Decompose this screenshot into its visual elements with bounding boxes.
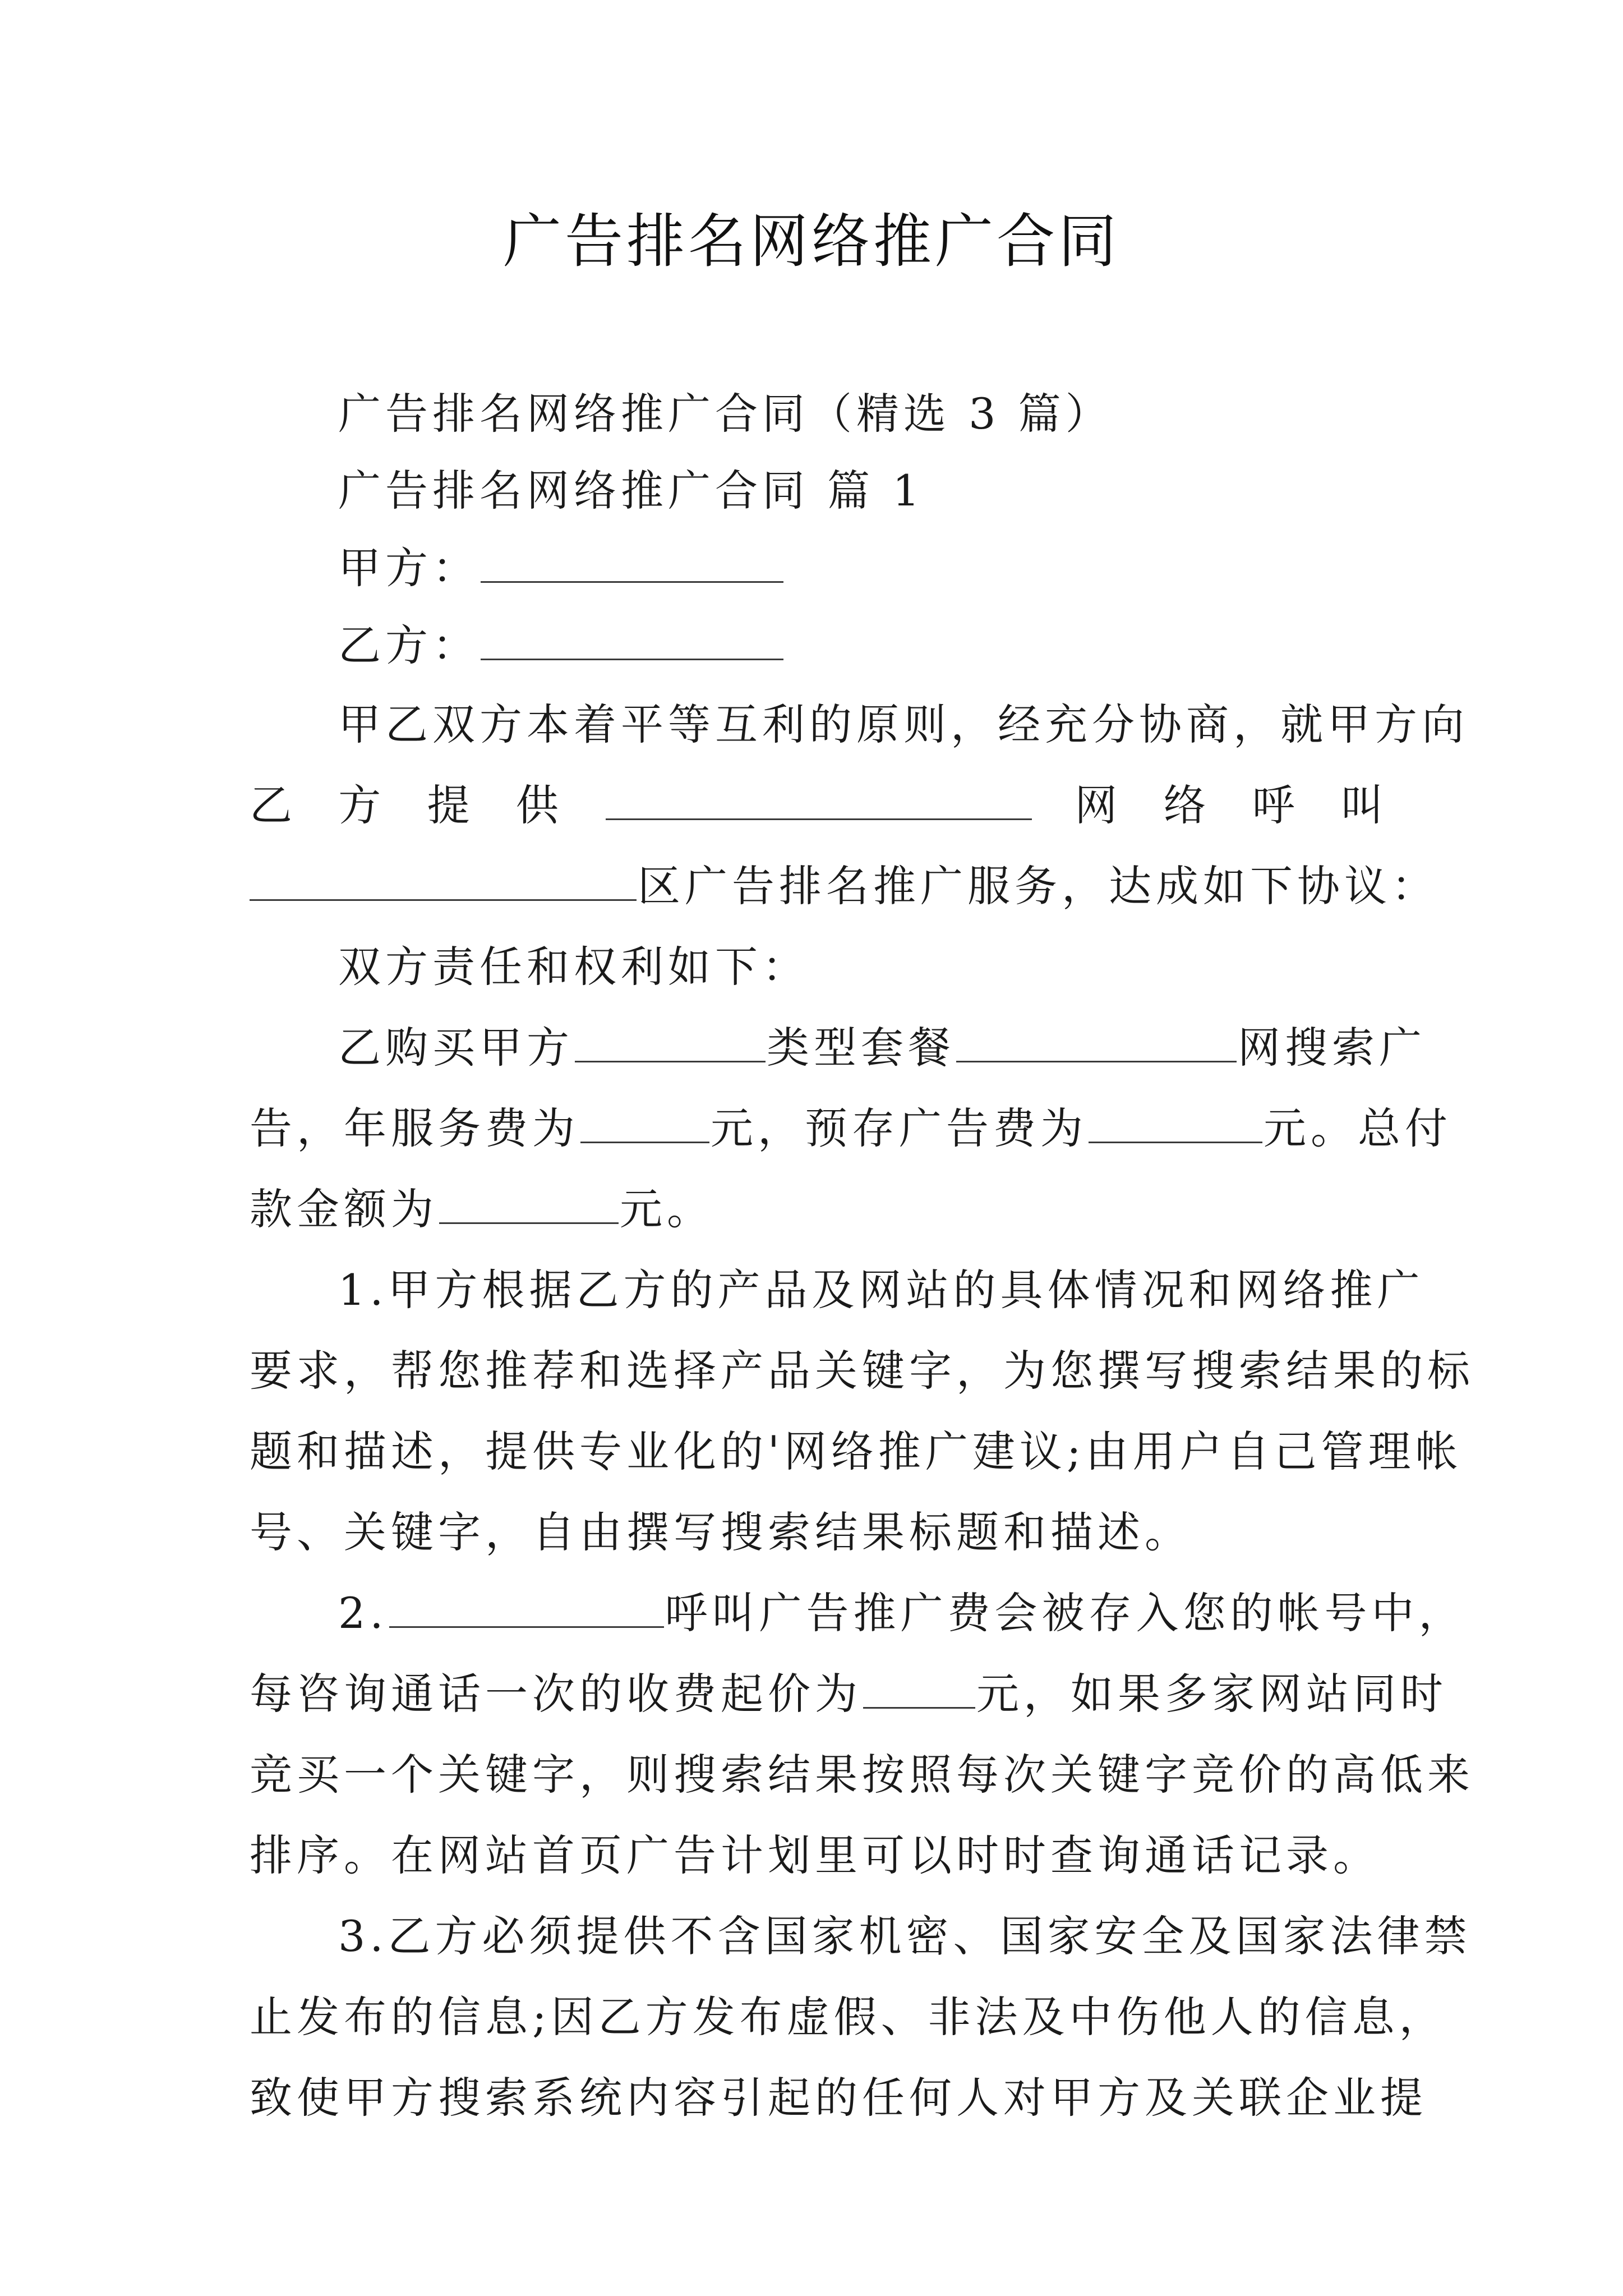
clause-2-line-1 (250, 1573, 1466, 1654)
clause-2-prefix: 2. (338, 1588, 388, 1638)
section-heading: 广告排名网络推广合同 篇 1 (338, 466, 924, 516)
purchase-text: 元。 (620, 1184, 714, 1234)
document-title: 广告排名网络推广合同 (502, 207, 1120, 275)
package-type-blank (575, 1025, 766, 1062)
intro-line-1: 甲乙双方本着平等互利的原则，经充分协商，就甲方向 (338, 700, 1469, 749)
purchase-text: 网搜索广 (1238, 1023, 1426, 1073)
intro-line-3 (250, 846, 1438, 927)
purchase-text: 乙购买甲方 (338, 1023, 574, 1073)
intro-char: 呼 (1252, 780, 1299, 830)
clause-2-text: 呼叫广告推广费会被存入您的帐号中， (665, 1588, 1466, 1638)
party-b-blank (481, 623, 783, 660)
intro-line-3-text: 区广告排名推广服务，达成如下协议： (638, 861, 1438, 911)
purchase-text: 元。总付 (1264, 1103, 1452, 1153)
clause-1-line-2: 要求，帮您推荐和选择产品关键字，为您撰写搜索结果的标 (250, 1346, 1474, 1396)
prepaid-fee-blank (1089, 1106, 1262, 1143)
purchase-line-1 (250, 1007, 1426, 1088)
purchase-line-2 (250, 1088, 1452, 1169)
starting-price-blank (863, 1671, 975, 1709)
purchase-text: 款金额为 (250, 1184, 438, 1234)
clause-2-line-2 (250, 1654, 1447, 1734)
clause-3-line-1: 3.乙方必须提供不含国家机密、国家安全及国家法律禁 (338, 1911, 1472, 1961)
purchase-text: 告，年服务费为 (250, 1103, 579, 1153)
intro-char: 叫 (1341, 780, 1388, 830)
intro-line-2 (250, 765, 1388, 846)
party-a-label: 甲方： (338, 543, 479, 593)
party-a-blank (481, 545, 783, 583)
annual-fee-blank (580, 1106, 709, 1143)
clause-1-line-1: 1.甲方根据乙方的产品及网站的具体情况和网络推广 (338, 1265, 1424, 1315)
clause-3-line-2: 止发布的信息;因乙方发布虚假、非法及中伤他人的信息， (250, 1992, 1446, 2042)
subtitle: 广告排名网络推广合同（精选 3 篇） (338, 389, 1113, 439)
purchase-line-3 (250, 1169, 1388, 1250)
call-ad-blank (389, 1590, 664, 1628)
party-a-line (250, 530, 1388, 607)
network-blank (956, 1025, 1237, 1062)
clause-1-line-3: 题和描述，提供专业化的'网络推广建议;由用户自己管理帐 (250, 1427, 1463, 1476)
intro-char: 乙 (250, 780, 297, 830)
intro-char: 方 (338, 780, 386, 830)
rights-heading: 双方责任和权利如下： (338, 942, 809, 992)
party-b-line (250, 607, 1388, 684)
clause-2-text: 元，如果多家网站同时 (976, 1669, 1447, 1719)
party-b-label: 乙方： (338, 620, 479, 670)
total-amount-blank (439, 1186, 619, 1224)
document-body (250, 376, 1474, 2138)
purchase-text: 元，预存广告费为 (711, 1103, 1087, 1153)
purchase-text: 类型套餐 (767, 1023, 955, 1073)
intro-char: 供 (515, 780, 563, 830)
region-blank (250, 863, 637, 901)
clause-2-line-3: 竞买一个关键字，则搜索结果按照每次关键字竞价的高低来 (250, 1750, 1474, 1800)
intro-char: 络 (1163, 780, 1211, 830)
clause-2-line-4: 排序。在网站首页广告计划里可以时时查询通话记录。 (250, 1830, 1380, 1880)
service-provider-blank (606, 783, 1032, 820)
clause-3-line-3: 致使甲方搜索系统内容引起的任何人对甲方及关联企业提 (250, 2073, 1427, 2123)
intro-char: 网 (1075, 780, 1122, 830)
intro-char: 提 (427, 780, 474, 830)
clause-2-text: 每咨询通话一次的收费起价为 (250, 1669, 862, 1719)
clause-1-line-4: 号、关键字，自由撰写搜索结果标题和描述。 (250, 1507, 1192, 1557)
